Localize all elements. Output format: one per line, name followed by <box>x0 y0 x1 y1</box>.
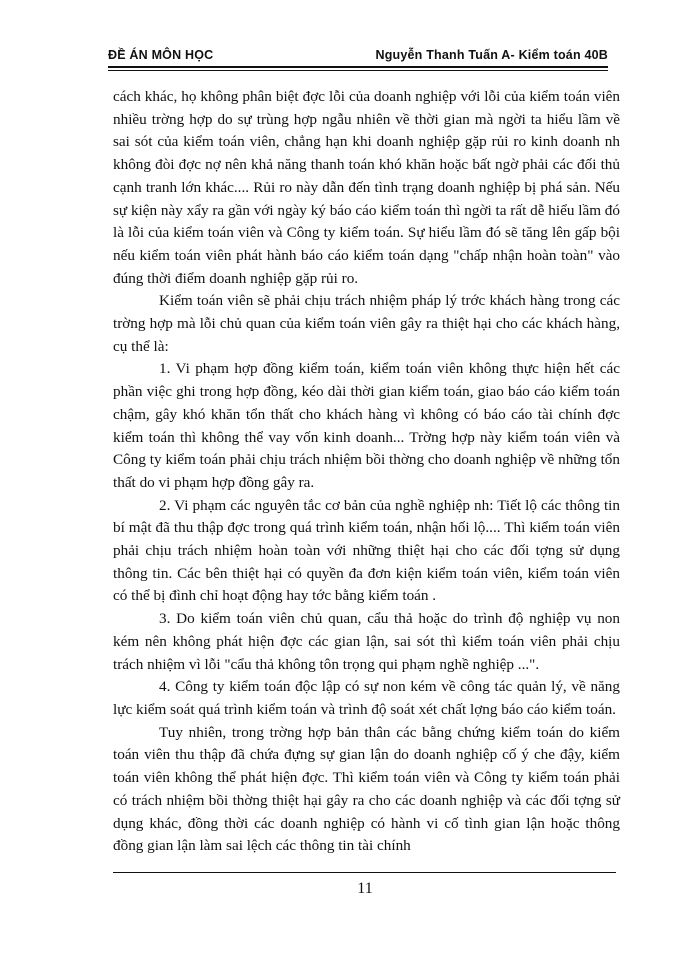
header-author: Nguyễn Thanh Tuấn A- Kiểm toán 40B <box>375 48 608 62</box>
list-item-2: 2. Vi phạm các nguyên tắc cơ bản của nghề nghiệp nh: Tiết lộ các thông tin bí mật đã thu thập đợc trong quá trình kiểm toán, nhận hối lộ.... Thì kiểm toán viên phải chịu trách nhiệm hoàn toàn với những thiệt hại cho các đối tợng sử dụng thông tin. Các bên thiệt hại có quyền đa đơn kiện kiểm toán viên, kiểm toán viên có thể bị đình chỉ hoạt động hay tớc bằng kiểm toán . <box>113 496 620 605</box>
list-item-1: 1. Vi phạm hợp đồng kiểm toán, kiểm toán viên không thực hiện hết các phần việc ghi trong hợp đồng, kéo dài thời gian kiểm toán, giao báo cáo kiểm toán chậm, gây khó khăn tổn thất cho khách hàng vì không có báo cáo tài chính đợc kiểm toán thì không thể vay vốn kinh doanh... Trờng hợp này kiểm toán viên và Công ty kiểm toán phải chịu trách nhiệm bồi thờng cho doanh nghiệp về những tổn thất do vi phạm hợp đồng gây ra. <box>113 360 620 491</box>
list-item-4: 4. Công ty kiểm toán độc lập có sự non kém về công tác quản lý, về năng lực kiểm soát quá trình kiểm toán và trình độ soát xét chất lợng báo cáo kiểm toán. <box>113 678 620 718</box>
header-divider <box>108 66 608 71</box>
paragraph-continuation: cách khác, họ không phân biệt đợc lỗi của doanh nghiệp với lỗi của kiểm toán viên nhiều trờng hợp do sự trùng hợp ngẫu nhiên về thời gian mà ngời ta hiểu lầm về sai sót của kiểm toán viên, chẳng hạn khi doanh nghiệp gặp rủi ro kinh doanh nh không đòi đợc nợ nên khả năng thanh toán khó khăn hoặc bất ngờ phải các đối thủ cạnh tranh lớn khác.... Rủi ro này dẫn đến tình trạng doanh nghiệp bị phá sản. Nếu sự kiện này xẩy ra gần với ngày ký báo cáo kiểm toán thì ngời ta rất dễ hiểu lầm đó là lỗi của kiểm toán viên và Công ty kiểm toán. Sự hiểu lầm đó sẽ tăng lên gấp bội nếu kiểm toán viên phát hành báo cáo kiểm toán dạng "chấp nhận hoàn toàn" vào đúng thời điểm doanh nghiệp gặp rủi ro. <box>113 88 620 287</box>
header-course-title: ĐỀ ÁN MÔN HỌC <box>108 48 214 62</box>
page-header <box>108 42 608 62</box>
footer-divider <box>113 872 616 873</box>
paragraph-legal-responsibility: Kiểm toán viên sẽ phải chịu trách nhiệm pháp lý trớc khách hàng trong các trờng hợp mà lỗi chủ quan của kiểm toán viên gây ra thiệt hại cho các khách hàng, cụ thể là: <box>113 292 620 355</box>
page-number: 11 <box>357 880 373 897</box>
document-body <box>113 86 620 858</box>
paragraph-however: Tuy nhiên, trong trờng hợp bản thân các bằng chứng kiểm toán do kiểm toán viên thu thập đã chứa đựng sự gian lận do doanh nghiệp cố ý che đậy, kiểm toán viên không thể phát hiện đợc. Thì kiểm toán viên và Công ty kiểm toán phải có trách nhiệm bồi thờng thiệt hại gây ra cho các doanh nghiệp và các đối tợng sử dụng khác, đồng thời các doanh nghiệp có hành vi cố tình gian lận hoặc thông đồng gian lận làm sai lệch các thông tin tài chính <box>113 723 620 855</box>
list-item-3: 3. Do kiểm toán viên chủ quan, cẩu thả hoặc do trình độ nghiệp vụ non kém nên không phát hiện đợc các gian lận, sai sót thì kiểm toán viên phải chịu trách nhiệm vì lỗi "cẩu thả không tôn trọng qui phạm nghề nghiệp ...". <box>113 610 620 673</box>
